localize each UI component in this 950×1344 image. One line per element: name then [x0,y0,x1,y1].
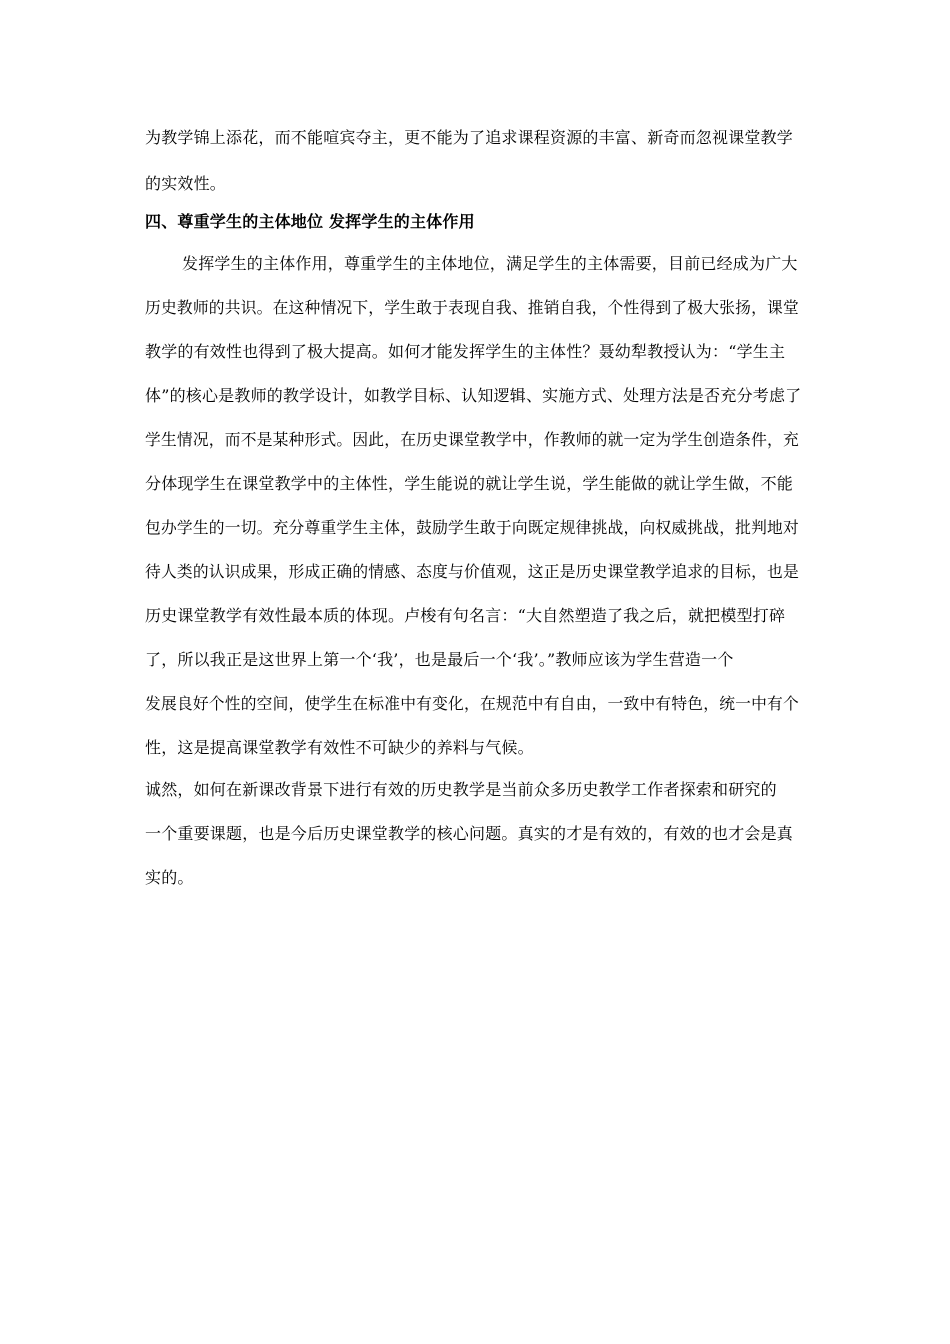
text-line: 一个重要课题，也是今后历史课堂教学的核心问题。真实的才是有效的，有效的也才会是真 [145,824,794,843]
text-line: 分体现学生在课堂教学中的主体性，学生能说的就让学生说，学生能做的就让学生做，不能 [145,474,794,493]
text-line: 体”的核心是教师的教学设计，如教学目标、认知逻辑、实施方式、处理方法是否充分考虑了 [145,386,802,405]
text-line: 包办学生的一切。充分尊重学生主体，鼓励学生敢于向既定规律挑战，向权威挑战，批判地对 [145,518,799,537]
text-line: 历史教师的共识。在这种情况下，学生敢于表现自我、推销自我，个性得到了极大张扬，课堂 [145,298,799,317]
text-line: 为教学锦上添花，而不能喧宾夺主，更不能为了追求课程资源的丰富、新奇而忽视课堂教学 [145,128,794,147]
section-heading: 四、尊重学生的主体地位 发挥学生的主体作用 [145,212,475,231]
text-line: 了，所以我正是这世界上第一个‘我’，也是最后一个‘我’。”教师应该为学生营造一个 [145,650,734,669]
text-line: 发挥学生的主体作用，尊重学生的主体地位，满足学生的主体需要，目前已经成为广大 [182,254,798,273]
text-line: 的实效性。 [145,174,227,193]
text-line: 性，这是提高课堂教学有效性不可缺少的养料与气候。 [145,738,534,757]
text-line: 教学的有效性也得到了极大提高。如何才能发挥学生的主体性？聂幼犁教授认为：“学生主 [145,342,786,361]
text-line: 发展良好个性的空间，使学生在标准中有变化，在规范中有自由，一致中有特色，统一中有个 [145,694,799,713]
text-line: 实的。 [145,868,194,887]
text-line: 学生情况，而不是某种形式。因此，在历史课堂教学中，作教师的就一定为学生创造条件，充 [145,430,799,449]
text-line: 待人类的认识成果，形成正确的情感、态度与价值观，这正是历史课堂教学追求的目标，也是 [145,562,799,581]
text-line: 诚然，如何在新课改背景下进行有效的历史教学是当前众多历史教学工作者探索和研究的 [145,780,777,799]
text-line: 历史课堂教学有效性最本质的体现。卢梭有句名言：“大自然塑造了我之后，就把模型打碎 [145,606,786,625]
